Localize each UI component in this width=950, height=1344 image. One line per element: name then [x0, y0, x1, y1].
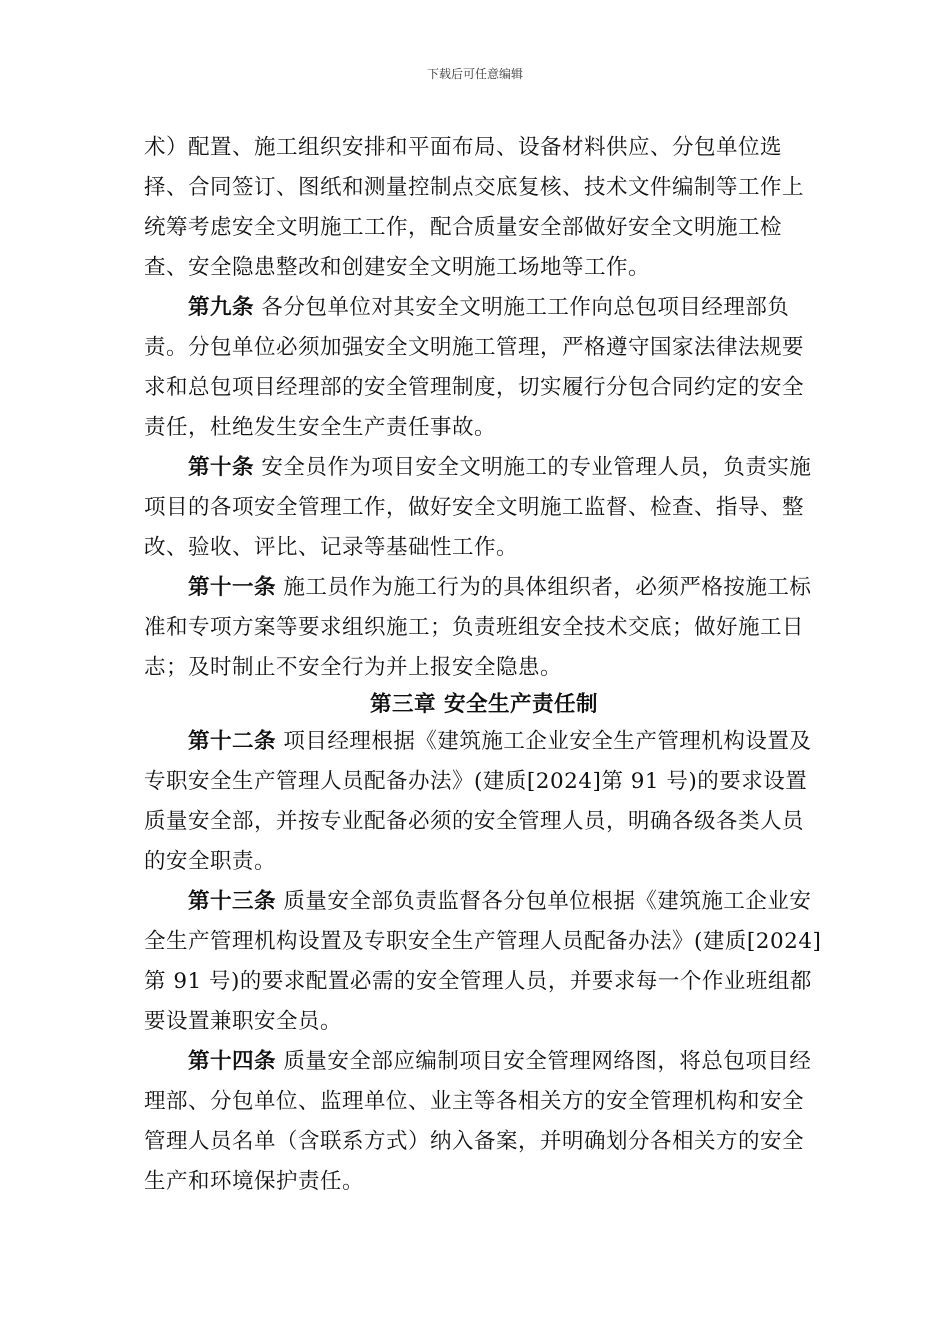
article-heading: 第十一条 — [188, 575, 277, 600]
article-12 — [144, 722, 824, 882]
paragraph-text: 项目经理根据《建筑施工企业安全生产管理机构设置及专职安全生产管理人员配备办法》(建质[2024]第 91 号)的要求设置质量安全部，并按专业配备必须的安全管理人员，明确各级各类人员的安全职责。 — [144, 729, 812, 874]
article-9 — [144, 288, 824, 448]
article-13 — [144, 882, 824, 1042]
paragraph-continued — [144, 128, 824, 288]
article-14 — [144, 1042, 824, 1202]
article-heading: 第九条 — [188, 295, 255, 320]
article-heading: 第十四条 — [188, 1049, 277, 1074]
article-11 — [144, 568, 824, 688]
paragraph-text: 质量安全部负责监督各分包单位根据《建筑施工企业安全生产管理机构设置及专职安全生产管理人员配备办法》(建质[2024]第 91 号)的要求配置必需的安全管理人员，并要求每一个作业班组都要设置兼职安全员。 — [144, 889, 822, 1034]
paragraph-text: 安全员作为项目安全文明施工的专业管理人员，负责实施项目的各项安全管理工作，做好安全文明施工监督、检查、指导、整改、验收、评比、记录等基础性工作。 — [144, 455, 812, 560]
paragraph-text: 各分包单位对其安全文明施工工作向总包项目经理部负责。分包单位必须加强安全文明施工管理，严格遵守国家法律法规要求和总包项目经理部的安全管理制度，切实履行分包合同约定的安全责任，杜绝发生安全生产责任事故。 — [144, 295, 805, 440]
page-header: 下载后可任意编辑 — [426, 67, 523, 81]
article-heading: 第十二条 — [188, 729, 277, 754]
article-heading: 第十条 — [188, 455, 255, 480]
chapter-title: 第三章 安全生产责任制 — [370, 692, 598, 717]
paragraph-text: 施工员作为施工行为的具体组织者，必须严格按施工标准和专项方案等要求组织施工；负责班组安全技术交底；做好施工日志；及时制止不安全行为并上报安全隐患。 — [144, 575, 812, 680]
article-heading: 第十三条 — [188, 889, 277, 914]
document-body — [144, 128, 824, 1202]
paragraph-text: 质量安全部应编制项目安全管理网络图，将总包项目经理部、分包单位、监理单位、业主等各相关方的安全管理机构和安全管理人员名单（含联系方式）纳入备案，并明确划分各相关方的安全生产和环境保护责任。 — [144, 1049, 812, 1194]
paragraph-text: 术）配置、施工组织安排和平面布局、设备材料供应、分包单位选择、合同签订、图纸和测量控制点交底复核、技术文件编制等工作上统筹考虑安全文明施工工作，配合质量安全部做好安全文明施工检查、安全隐患整改和创建安全文明施工场地等工作。 — [144, 135, 805, 280]
article-10 — [144, 448, 824, 568]
